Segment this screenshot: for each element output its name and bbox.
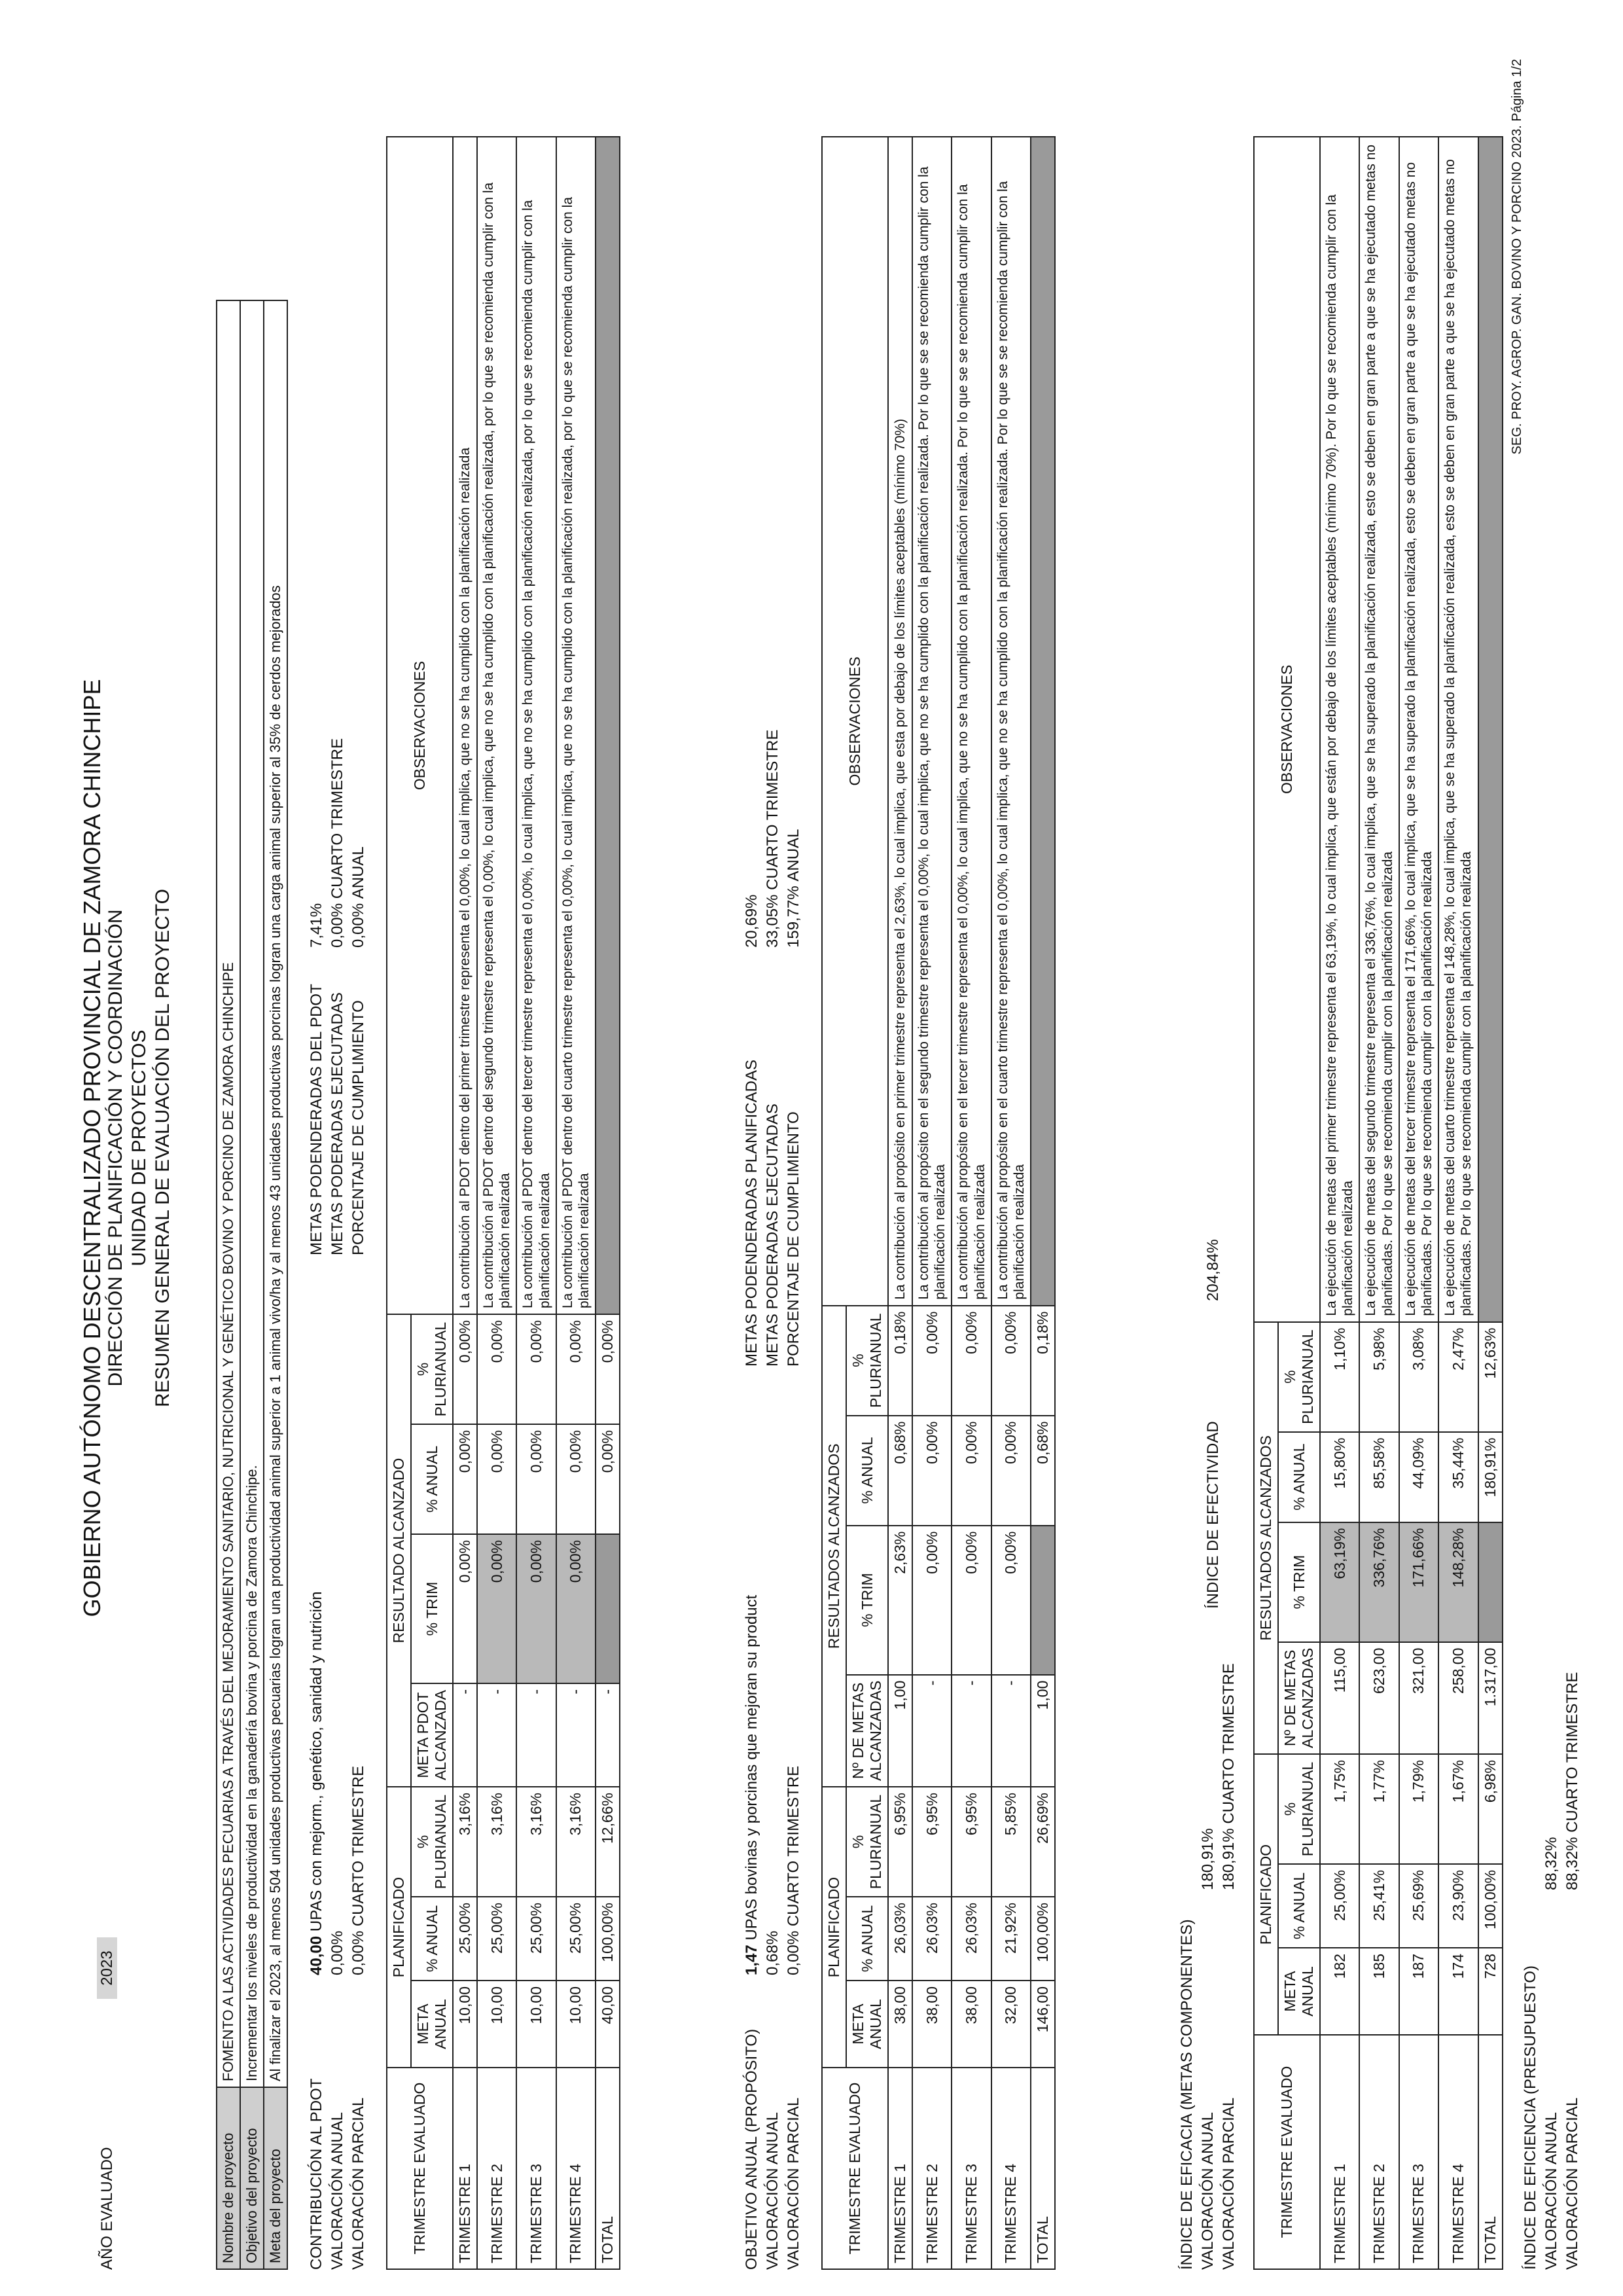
table-row bbox=[991, 137, 1031, 2269]
prop-q4-anual: 21,92% bbox=[991, 1897, 1031, 1981]
pdot-col-alc: META PDOT ALCANZADA bbox=[411, 1683, 453, 1787]
pdot-q2-trim: 0,00% bbox=[477, 1534, 516, 1683]
pdot-q2-meta: 10,00 bbox=[477, 1981, 516, 2068]
efic-q1-plur: 1,75% bbox=[1320, 1754, 1359, 1864]
project-goal-row bbox=[264, 300, 287, 2269]
efectividad-value: 204,84% bbox=[1204, 1239, 1222, 1301]
efic-partial-note: CUARTO TRIMESTRE bbox=[1220, 1663, 1238, 1824]
report-title: RESUMEN GENERAL DE EVALUACIÓN DEL PROYECTO bbox=[152, 889, 173, 1407]
efic-q4-rplur: 2,47% bbox=[1438, 1322, 1478, 1432]
pdot-q1-rplur: 0,00% bbox=[453, 1314, 477, 1424]
pdot-q1-ranual: 0,00% bbox=[453, 1424, 477, 1534]
pdot-total-meta: 40,00 bbox=[596, 1981, 620, 2068]
prop-q4: TRIMESTRE 4 bbox=[991, 2068, 1031, 2269]
pdot-value-0: 40,00 bbox=[308, 1935, 325, 1975]
prop-q3-obs: La contribución al propósito en el tercer trimestre representa el 0,00%, lo cual implica, que no se ha cumplido con la planificación realizada. Por lo que se se recomienda cumplir con la planificación realizada bbox=[952, 137, 991, 1306]
pdot-right-value-1: 0,00% bbox=[329, 903, 346, 948]
prop-q3-plur: 6,95% bbox=[952, 1787, 991, 1897]
prop-partial-note: CUARTO TRIMESTRE bbox=[785, 1765, 802, 1927]
project-name-label: Nombre de proyecto bbox=[217, 2087, 240, 2269]
pdot-q1-meta: 10,00 bbox=[453, 1981, 477, 2068]
efic-q4: TRIMESTRE 4 bbox=[1438, 2035, 1478, 2269]
prop-q2-ranual: 0,00% bbox=[912, 1416, 952, 1526]
efic-q3: TRIMESTRE 3 bbox=[1399, 2035, 1438, 2269]
efic-q4-alc: 258,00 bbox=[1438, 1642, 1478, 1754]
efic-q1-anual: 25,00% bbox=[1320, 1864, 1359, 1948]
prop-q2-meta: 38,00 bbox=[912, 1981, 952, 2068]
pdot-q1-plur: 3,16% bbox=[453, 1787, 477, 1897]
year-value: 2023 bbox=[97, 1937, 117, 1998]
efi-label-2: VALORACIÓN PARCIAL bbox=[1563, 2097, 1581, 2270]
efi-label-1: VALORACIÓN ANUAL bbox=[1543, 2112, 1560, 2270]
pdot-q1-alc: - bbox=[453, 1683, 477, 1787]
pdot-q2-ranual: 0,00% bbox=[477, 1424, 516, 1534]
pdot-q1-anual: 25,00% bbox=[453, 1897, 477, 1981]
eficacia-summary bbox=[1178, 110, 1250, 2270]
prop-right-note-2: ANUAL bbox=[785, 829, 802, 882]
page-footer: SEG. PROY. AGROP. GAN. BOVINO Y PORCINO 2023. Página 1/2 bbox=[1510, 59, 1524, 455]
prop-q2-obs: La contribución al propósito en el segundo trimestre representa el 0,00%, lo cual implica, que no se ha cumplido con la planificación realizada. Por lo que se se recomienda cumplir con la planificación realizada bbox=[912, 137, 952, 1306]
pdot-col-anual: % ANUAL bbox=[411, 1897, 453, 1981]
pdot-right-label-0: METAS PODENDERADAS DEL PDOT bbox=[308, 984, 325, 1255]
prop-q3: TRIMESTRE 3 bbox=[952, 2068, 991, 2269]
table-row bbox=[888, 137, 912, 2269]
pdot-right-value-2: 0,00% bbox=[349, 903, 367, 948]
prop-col-anual: % ANUAL bbox=[846, 1897, 888, 1981]
table-row-total bbox=[1478, 137, 1503, 2269]
prop-q4-plur: 5,85% bbox=[991, 1787, 1031, 1897]
pdot-q3-ranual: 0,00% bbox=[516, 1424, 556, 1534]
table-row bbox=[1320, 137, 1359, 2269]
pdot-q4-meta: 10,00 bbox=[556, 1981, 596, 2068]
efic-q4-plur: 1,67% bbox=[1438, 1754, 1478, 1864]
efi-value-2: 88,32% bbox=[1563, 1837, 1581, 1890]
efic-col-meta: META ANUAL bbox=[1278, 1948, 1320, 2035]
prop-total-ranual: 0,68% bbox=[1031, 1416, 1055, 1526]
pdot-q1-obs: La contribución al PDOT dentro del primer trimestre representa el 0,00%, lo cual implica, que no se ha cumplido con la planificación realizada bbox=[453, 137, 477, 1314]
project-goal: Al finalizar el 2023, al menos 504 unidades productivas pecuarias logran una productividad animal superior a 1 animal vivo/ha y al menos 43 unidades productivas porcinas logran una carga animal superior al 35% de cerdos mejorados bbox=[264, 300, 287, 2087]
pdot-q1: TRIMESTRE 1 bbox=[453, 2068, 477, 2269]
pdot-q2-anual: 25,00% bbox=[477, 1897, 516, 1981]
efic-q3-meta: 187 bbox=[1399, 1948, 1438, 2035]
efic-col-ranual: % ANUAL bbox=[1278, 1432, 1320, 1522]
efic-q3-obs: La ejecución de metas del tercer trimestre representa el 171,66%, lo cual implica, que se ha superado la planificación realizada, esto se deben en gran parte a que se ha ejecutado metas no planificadas. Por lo que se recomienda cumplir con la planificación realizada bbox=[1399, 137, 1438, 1322]
eficacia-table bbox=[1253, 136, 1503, 2270]
prop-q1-trim: 2,63% bbox=[888, 1526, 912, 1675]
table-row bbox=[453, 137, 477, 2269]
efic-q2-anual: 25,41% bbox=[1359, 1864, 1399, 1948]
prop-q3-anual: 26,03% bbox=[952, 1897, 991, 1981]
prop-q1-meta: 38,00 bbox=[888, 1981, 912, 2068]
efic-q1-alc: 115,00 bbox=[1320, 1642, 1359, 1754]
pdot-right-label-2: PORCENTAJE DE CUMPLIMIENTO bbox=[349, 1000, 367, 1255]
department-title: DIRECCIÓN DE PLANIFICACIÓN Y COORDINACIÓN bbox=[105, 909, 126, 1387]
pdot-label-0: CONTRIBUCIÓN AL PDOT bbox=[308, 2078, 325, 2270]
efic-q3-ranual: 44,09% bbox=[1399, 1432, 1438, 1522]
efic-col-anual: % ANUAL bbox=[1278, 1864, 1320, 1948]
table-row bbox=[516, 137, 556, 2269]
efic-q2: TRIMESTRE 2 bbox=[1359, 2035, 1399, 2269]
pdot-group-result: RESULTADO ALCANZADO bbox=[387, 1314, 411, 1787]
prop-col-alc: Nº DE METAS ALCANZADAS bbox=[846, 1675, 888, 1787]
unit-title: UNIDAD DE PROYECTOS bbox=[128, 1030, 150, 1266]
prop-q2: TRIMESTRE 2 bbox=[912, 2068, 952, 2269]
efic-q3-rplur: 3,08% bbox=[1399, 1322, 1438, 1432]
efic-label-1: VALORACIÓN ANUAL bbox=[1199, 2112, 1217, 2270]
efic-col-plur: % PLURIANUAL bbox=[1278, 1754, 1320, 1864]
pdot-label-2: VALORACIÓN PARCIAL bbox=[349, 2097, 367, 2270]
pdot-q4-alc: - bbox=[556, 1683, 596, 1787]
project-info-table bbox=[216, 300, 288, 2270]
prop-total-rplur: 0,18% bbox=[1031, 1306, 1055, 1416]
table-row bbox=[477, 137, 516, 2269]
prop-q1-rplur: 0,18% bbox=[888, 1306, 912, 1416]
prop-col-trim: % TRIM bbox=[846, 1526, 888, 1675]
efic-col-alc: Nº DE METAS ALCANZADAS bbox=[1278, 1642, 1320, 1754]
pdot-right-note-2: ANUAL bbox=[349, 846, 367, 899]
pdot-q2-alc: - bbox=[477, 1683, 516, 1787]
prop-q2-anual: 26,03% bbox=[912, 1897, 952, 1981]
table-row bbox=[912, 137, 952, 2269]
efic-q3-anual: 25,69% bbox=[1399, 1864, 1438, 1948]
prop-col-obs: OBSERVACIONES bbox=[822, 137, 888, 1306]
pdot-q3-alc: - bbox=[516, 1683, 556, 1787]
efic-q1-rplur: 1,10% bbox=[1320, 1322, 1359, 1432]
prop-q4-meta: 32,00 bbox=[991, 1981, 1031, 2068]
prop-q3-meta: 38,00 bbox=[952, 1981, 991, 2068]
pdot-q3-trim: 0,00% bbox=[516, 1534, 556, 1683]
pdot-q4-plur: 3,16% bbox=[556, 1787, 596, 1897]
efic-group-planned: PLANIFICADO bbox=[1254, 1754, 1278, 2035]
project-objective: Incrementar los niveles de productividad en la ganadería bovina y porcina de Zamora Chinchipe. bbox=[240, 300, 264, 2087]
prop-col-plur: % PLURIANUAL bbox=[846, 1787, 888, 1897]
pdot-col-obs: OBSERVACIONES bbox=[387, 137, 453, 1314]
prop-q1-ranual: 0,68% bbox=[888, 1416, 912, 1526]
pdot-right-value-0: 7,41% bbox=[308, 903, 325, 948]
prop-total-meta: 146,00 bbox=[1031, 1981, 1055, 2068]
prop-total: TOTAL bbox=[1031, 2068, 1055, 2269]
prop-q4-trim: 0,00% bbox=[991, 1526, 1031, 1675]
eficiencia-summary bbox=[1522, 1484, 1594, 2270]
efic-label-2: VALORACIÓN PARCIAL bbox=[1220, 2097, 1238, 2270]
pdot-right-note-1: CUARTO TRIMESTRE bbox=[329, 738, 346, 899]
prop-q1-anual: 26,03% bbox=[888, 1897, 912, 1981]
efic-label-0: ÍNDICE DE EFICACIA (METAS COMPONENTES) bbox=[1178, 1919, 1196, 2270]
project-name: FOMENTO A LAS ACTIVIDADES PECUARIAS A TRAVÉS DEL MEJORAMIENTO SANITARIO, NUTRICIONAL Y GENÉTICO BOVINO Y PORCINO DE ZAMORA CHINCHIPE bbox=[217, 300, 240, 2087]
efic-q1-ranual: 15,80% bbox=[1320, 1432, 1359, 1522]
prop-col-ranual: % ANUAL bbox=[846, 1416, 888, 1526]
prop-q1-obs: La contribución al propósito en primer trimestre representa el 2,63%, lo cual implica, que esta por debajo de los límites aceptables (mínimo 70%) bbox=[888, 137, 912, 1306]
pdot-q2: TRIMESTRE 2 bbox=[477, 2068, 516, 2269]
efic-col-trim: % TRIM bbox=[1278, 1522, 1320, 1642]
prop-q3-alc: - bbox=[952, 1675, 991, 1787]
prop-label-0: OBJETIVO ANUAL (PROPÓSITO) bbox=[743, 2028, 760, 2270]
pdot-total: TOTAL bbox=[596, 2068, 620, 2269]
prop-q1: TRIMESTRE 1 bbox=[888, 2068, 912, 2269]
efic-q2-rplur: 5,98% bbox=[1359, 1322, 1399, 1432]
efic-total: TOTAL bbox=[1478, 2035, 1503, 2269]
efic-total-obs bbox=[1478, 137, 1503, 1322]
year-block bbox=[98, 1937, 116, 2270]
proposito-table bbox=[821, 136, 1056, 2270]
pdot-q3: TRIMESTRE 3 bbox=[516, 2068, 556, 2269]
prop-right-value-2: 159,77% bbox=[785, 886, 802, 948]
prop-total-plur: 26,69% bbox=[1031, 1787, 1055, 1897]
prop-q3-rplur: 0,00% bbox=[952, 1306, 991, 1416]
pdot-q4-rplur: 0,00% bbox=[556, 1314, 596, 1424]
pdot-total-obs bbox=[596, 137, 620, 1314]
pdot-col-rplur: % PLURIANUAL bbox=[411, 1314, 453, 1424]
prop-group-result: RESULTADOS ALCANZADOS bbox=[822, 1306, 846, 1787]
efic-q2-meta: 185 bbox=[1359, 1948, 1399, 2035]
prop-q3-trim: 0,00% bbox=[952, 1526, 991, 1675]
prop-q4-ranual: 0,00% bbox=[991, 1416, 1031, 1526]
prop-total-obs bbox=[1031, 137, 1055, 1306]
efic-q2-trim: 336,76% bbox=[1359, 1522, 1399, 1642]
efic-q2-ranual: 85,58% bbox=[1359, 1432, 1399, 1522]
efic-total-meta: 728 bbox=[1478, 1948, 1503, 2035]
pdot-col-meta: META ANUAL bbox=[411, 1981, 453, 2068]
efic-total-anual: 100,00% bbox=[1478, 1864, 1503, 1948]
efic-q4-obs: La ejecución de metas del cuarto trimestre representa el 148,28%, lo cual implica, que se ha superado la planificación realizada, esto se deben en gran parte a que se ha ejecutado metas no planificadas. Por lo que se recomienda cumplir con la planificación realizada bbox=[1438, 137, 1478, 1322]
pdot-q4: TRIMESTRE 4 bbox=[556, 2068, 596, 2269]
efic-col-rplur: % PLURIANUAL bbox=[1278, 1322, 1320, 1432]
pdot-col-quarter: TRIMESTRE EVALUADO bbox=[387, 2068, 453, 2269]
proposito-summary bbox=[743, 110, 815, 2270]
pdot-q2-rplur: 0,00% bbox=[477, 1314, 516, 1424]
year-label: AÑO EVALUADO bbox=[98, 2147, 116, 2270]
pdot-partial-note: CUARTO TRIMESTRE bbox=[349, 1765, 367, 1927]
pdot-q3-meta: 10,00 bbox=[516, 1981, 556, 2068]
pdot-total-rplur: 0,00% bbox=[596, 1314, 620, 1424]
efectividad-label: ÍNDICE DE EFECTIVIDAD bbox=[1204, 1421, 1222, 1609]
pdot-q3-plur: 3,16% bbox=[516, 1787, 556, 1897]
pdot-q4-ranual: 0,00% bbox=[556, 1424, 596, 1534]
efic-group-result: RESULTADOS ALCANZADOS bbox=[1254, 1322, 1278, 1754]
efic-q3-alc: 321,00 bbox=[1399, 1642, 1438, 1754]
prop-right-value-1: 33,05% bbox=[764, 894, 781, 948]
efic-total-ranual: 180,91% bbox=[1478, 1432, 1503, 1522]
table-row-total bbox=[596, 137, 620, 2269]
table-row bbox=[1359, 137, 1399, 2269]
pdot-total-trim bbox=[596, 1534, 620, 1683]
prop-desc: UPAS bovinas y porcinas que mejoran su product bbox=[743, 1594, 760, 1941]
org-title: GOBIERNO AUTÓNOMO DESCENTRALIZADO PROVINCIAL DE ZAMORA CHINCHIPE bbox=[79, 679, 105, 1617]
pdot-table bbox=[386, 136, 620, 2270]
efi-label-0: ÍNDICE DE EFICIENCIA (PRESUPUESTO) bbox=[1522, 1965, 1539, 2270]
pdot-q1-trim: 0,00% bbox=[453, 1534, 477, 1683]
prop-col-rplur: % PLURIANUAL bbox=[846, 1306, 888, 1416]
prop-col-meta: META ANUAL bbox=[846, 1981, 888, 2068]
prop-total-trim bbox=[1031, 1526, 1055, 1675]
pdot-total-anual: 100,00% bbox=[596, 1897, 620, 1981]
prop-group-planned: PLANIFICADO bbox=[822, 1787, 846, 2068]
prop-value-2: 0,00% bbox=[785, 1930, 802, 1975]
efic-col-quarter: TRIMESTRE EVALUADO bbox=[1254, 2035, 1320, 2269]
table-row bbox=[556, 137, 596, 2269]
prop-q4-alc: - bbox=[991, 1675, 1031, 1787]
table-row bbox=[1438, 137, 1478, 2269]
efic-total-alc: 1.317,00 bbox=[1478, 1642, 1503, 1754]
pdot-q2-plur: 3,16% bbox=[477, 1787, 516, 1897]
pdot-total-alc: - bbox=[596, 1683, 620, 1787]
prop-right-value-0: 20,69% bbox=[743, 894, 760, 948]
efic-q1: TRIMESTRE 1 bbox=[1320, 2035, 1359, 2269]
pdot-q2-obs: La contribución al PDOT dentro del segundo trimestre representa el 0,00%, lo cual implica, que no se ha cumplido con la planificación realizada, por lo que se recomienda cumplir con la planificación realizada bbox=[477, 137, 516, 1314]
prop-right-label-0: METAS PODENDERADAS PLANIFICADAS bbox=[743, 1060, 760, 1367]
pdot-q4-obs: La contribución al PDOT dentro del cuarto trimestre representa el 0,00%, lo cual implica, que no se ha cumplido con la planificación realizada, por lo que se recomienda cumplir con la planificación realizada bbox=[556, 137, 596, 1314]
efic-q4-trim: 148,28% bbox=[1438, 1522, 1478, 1642]
table-row bbox=[1399, 137, 1438, 2269]
prop-right-note-1: CUARTO TRIMESTRE bbox=[764, 729, 781, 890]
pdot-summary bbox=[308, 110, 380, 2270]
project-objective-row bbox=[240, 300, 264, 2269]
prop-col-quarter: TRIMESTRE EVALUADO bbox=[822, 2068, 888, 2269]
efic-q2-plur: 1,77% bbox=[1359, 1754, 1399, 1864]
prop-q2-plur: 6,95% bbox=[912, 1787, 952, 1897]
prop-right-label-2: PORCENTAJE DE CUMPLIMIENTO bbox=[785, 1111, 802, 1367]
pdot-total-ranual: 0,00% bbox=[596, 1424, 620, 1534]
efic-value-2: 180,91% bbox=[1220, 1828, 1238, 1890]
prop-q2-trim: 0,00% bbox=[912, 1526, 952, 1675]
efic-q3-plur: 1,79% bbox=[1399, 1754, 1438, 1864]
efic-q4-meta: 174 bbox=[1438, 1948, 1478, 2035]
prop-q3-ranual: 0,00% bbox=[952, 1416, 991, 1526]
efic-total-trim bbox=[1478, 1522, 1503, 1642]
pdot-q4-trim: 0,00% bbox=[556, 1534, 596, 1683]
efi-value-1: 88,32% bbox=[1543, 1837, 1560, 1890]
efic-q2-alc: 623,00 bbox=[1359, 1642, 1399, 1754]
efic-q1-trim: 63,19% bbox=[1320, 1522, 1359, 1642]
prop-q4-rplur: 0,00% bbox=[991, 1306, 1031, 1416]
project-objective-label: Objetivo del proyecto bbox=[240, 2087, 264, 2269]
prop-total-alc: 1,00 bbox=[1031, 1675, 1055, 1787]
pdot-q3-anual: 25,00% bbox=[516, 1897, 556, 1981]
pdot-q4-anual: 25,00% bbox=[556, 1897, 596, 1981]
pdot-col-plur: % PLURIANUAL bbox=[411, 1787, 453, 1897]
efic-q4-anual: 23,90% bbox=[1438, 1864, 1478, 1948]
pdot-col-ranual: % ANUAL bbox=[411, 1424, 453, 1534]
pdot-value-2: 0,00% bbox=[349, 1930, 367, 1975]
efic-q2-obs: La ejecución de metas del segundo trimestre representa el 336,76%, lo cual implica, que se ha superado la planificación realizada, esto se deben en gran parte a que se ha ejecutado metas no planificadas. Por lo que se recomienda cumplir con la planificación realizada bbox=[1359, 137, 1399, 1322]
efic-q1-meta: 182 bbox=[1320, 1948, 1359, 2035]
prop-total-anual: 100,00% bbox=[1031, 1897, 1055, 1981]
prop-q4-obs: La contribución al propósito en el cuarto trimestre representa el 0,00%, lo cual implica, que no se ha cumplido con la planificación realizada. Por lo que se se recomienda cumplir con la planificación realizada bbox=[991, 137, 1031, 1306]
prop-q2-alc: - bbox=[912, 1675, 952, 1787]
efi-partial-note: CUARTO TRIMESTRE bbox=[1563, 1672, 1581, 1833]
efic-q3-trim: 171,66% bbox=[1399, 1522, 1438, 1642]
prop-q2-rplur: 0,00% bbox=[912, 1306, 952, 1416]
pdot-desc: UPAS con mejorm., genético, sanidad y nutrición bbox=[308, 1591, 325, 1932]
efic-q1-obs: La ejecución de metas del primer trimestre representa el 63,19%, lo cual implica, que están por debajo de los límites aceptables (mínimo 70%). Por lo que se recomienda cumplir con la planificación realizada bbox=[1320, 137, 1359, 1322]
pdot-total-plur: 12,66% bbox=[596, 1787, 620, 1897]
prop-right-label-1: METAS PODERADAS EJECUTADAS bbox=[764, 1103, 781, 1367]
prop-value-0: 1,47 bbox=[743, 1945, 760, 1975]
pdot-value-1: 0,00% bbox=[329, 1930, 346, 1975]
efic-col-obs: OBSERVACIONES bbox=[1254, 137, 1320, 1322]
efic-total-plur: 6,98% bbox=[1478, 1754, 1503, 1864]
efic-q4-ranual: 35,44% bbox=[1438, 1432, 1478, 1522]
prop-q1-plur: 6,95% bbox=[888, 1787, 912, 1897]
pdot-label-1: VALORACIÓN ANUAL bbox=[329, 2112, 346, 2270]
efic-total-rplur: 12,63% bbox=[1478, 1322, 1503, 1432]
table-row-total bbox=[1031, 137, 1055, 2269]
pdot-col-trim: % TRIM bbox=[411, 1534, 453, 1683]
pdot-group-planned: PLANIFICADO bbox=[387, 1787, 411, 2068]
prop-q1-alc: 1,00 bbox=[888, 1675, 912, 1787]
pdot-q3-obs: La contribución al PDOT dentro del tercer trimestre representa el 0,00%, lo cual implica, que no se ha cumplido con la planificación realizada, por lo que se recomienda cumplir con la planificación realizada bbox=[516, 137, 556, 1314]
efic-value-1: 180,91% bbox=[1199, 1828, 1217, 1890]
project-goal-label: Meta del proyecto bbox=[264, 2087, 287, 2269]
prop-label-1: VALORACIÓN ANUAL bbox=[764, 2112, 781, 2270]
prop-value-1: 0,68% bbox=[764, 1930, 781, 1975]
project-name-row bbox=[217, 300, 240, 2269]
pdot-q3-rplur: 0,00% bbox=[516, 1314, 556, 1424]
pdot-right-label-1: METAS PODERADAS EJECUTADAS bbox=[329, 992, 346, 1255]
table-row bbox=[952, 137, 991, 2269]
prop-label-2: VALORACIÓN PARCIAL bbox=[785, 2097, 802, 2270]
